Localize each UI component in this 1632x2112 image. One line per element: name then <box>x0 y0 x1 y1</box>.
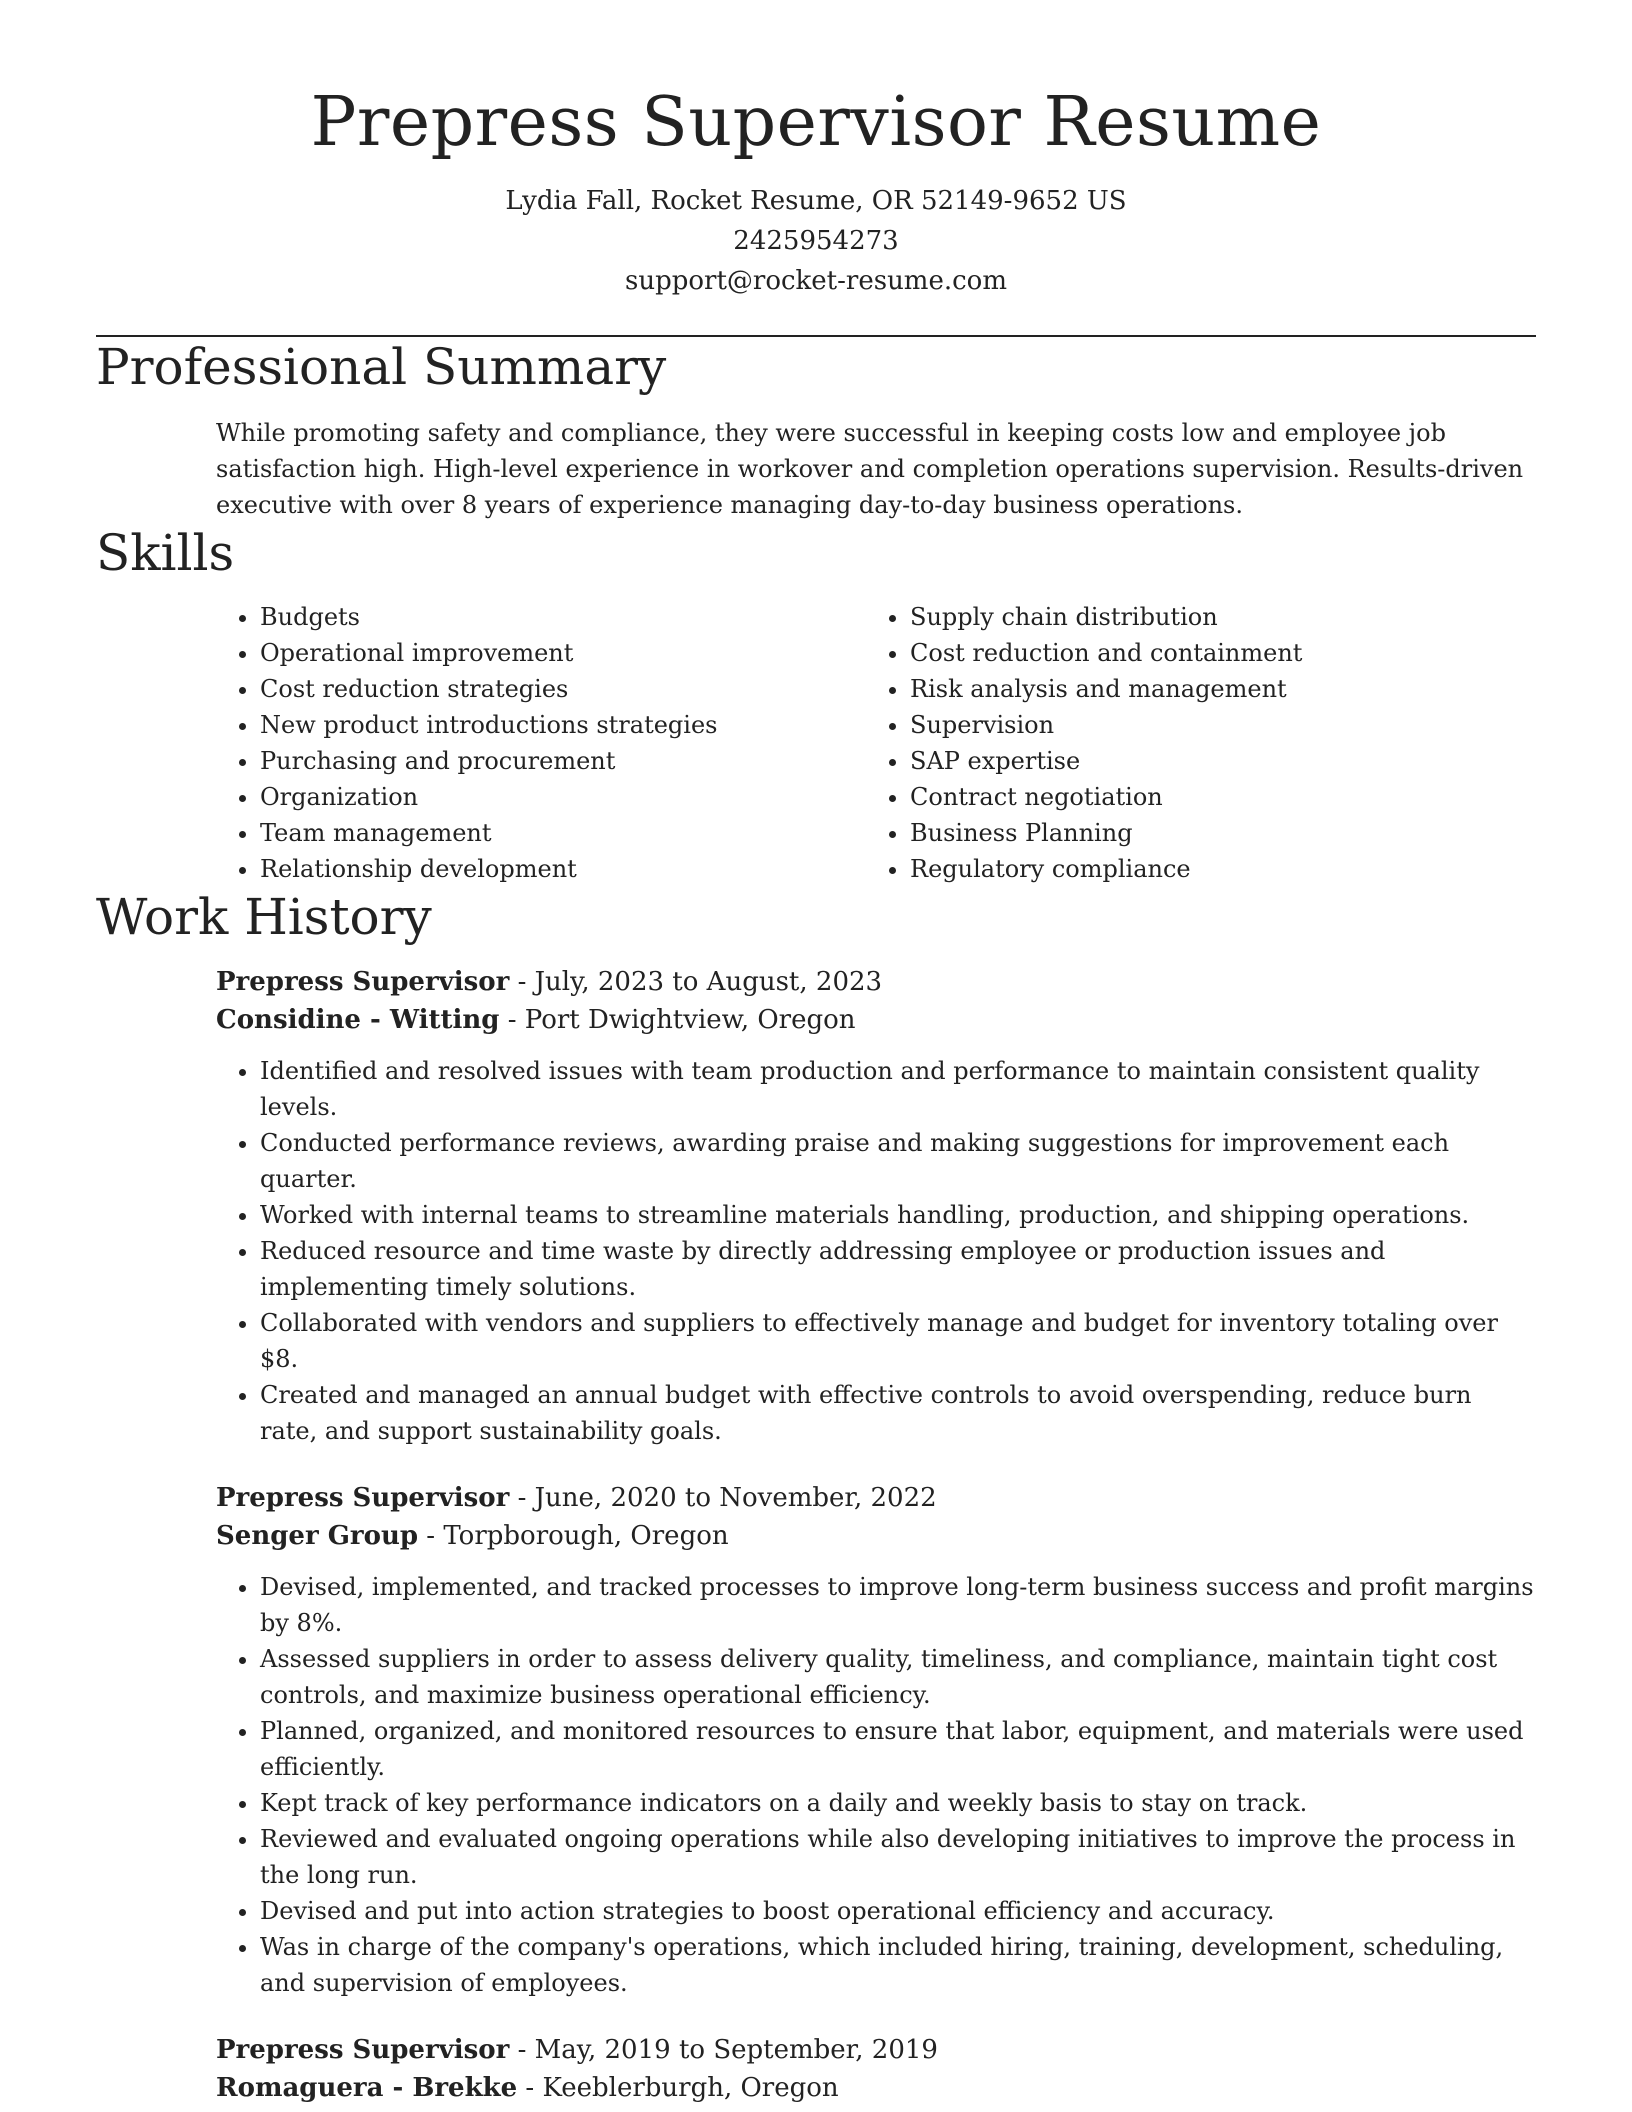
summary-text: While promoting safety and compliance, they were successful in keeping costs low and employee job satisfaction high. High-level experience in workover and completion operations supervision. Results-driven executive with over 8 years of experience managing day-to-day business operations. <box>216 418 1524 519</box>
contact-address: Lydia Fall, Rocket Resume, OR 52149-9652 US <box>505 185 1127 216</box>
job-location: - Keeblerburgh, Oregon <box>517 2072 839 2103</box>
job-title-line <box>216 2031 1536 2069</box>
skills-heading: Skills <box>96 523 235 582</box>
job-company-line <box>216 1517 1536 1555</box>
job-duty: • Created and managed an annual budget with effective controls to avoid overspending, reduce burn rate, and support sustainability goals. <box>260 1377 1536 1449</box>
job-title-line <box>216 1479 1536 1517</box>
summary-heading: Professional Summary <box>96 337 667 396</box>
resume-page <box>96 0 1536 2107</box>
contact-phone: 2425954273 <box>733 225 899 256</box>
job-duty: • Planned, organized, and monitored resources to ensure that labor, equipment, and materials were used efficiently. <box>260 1713 1536 1785</box>
skill-item: • Supervision <box>910 707 1510 743</box>
skill-item: • Contract negotiation <box>910 779 1510 815</box>
job-company: Considine - Witting <box>216 1004 500 1035</box>
resume-title: Prepress Supervisor Resume <box>310 83 1322 162</box>
job-duty: • Devised, implemented, and tracked processes to improve long-term business success and profit margins by 8%. <box>260 1569 1536 1641</box>
job-role: Prepress Supervisor <box>216 2034 510 2065</box>
job-duty: • Assessed suppliers in order to assess delivery quality, timeliness, and compliance, maintain tight cost controls, and maximize business operational efficiency. <box>260 1641 1536 1713</box>
skill-item: • Business Planning <box>910 815 1510 851</box>
skill-item: • Regulatory compliance <box>910 851 1510 887</box>
job-entry <box>216 963 1536 1449</box>
contact-email: support@rocket-resume.com <box>624 265 1007 296</box>
job-duty: • Identified and resolved issues with team production and performance to maintain consistent quality levels. <box>260 1053 1536 1125</box>
contact-block <box>96 181 1536 301</box>
job-duty: • Worked with internal teams to streamline materials handling, production, and shipping operations. <box>260 1197 1536 1233</box>
job-company-line <box>216 1001 1536 1039</box>
skill-item: • Purchasing and procurement <box>260 743 866 779</box>
skill-item: • Risk analysis and management <box>910 671 1510 707</box>
skill-item: • Cost reduction and containment <box>910 635 1510 671</box>
job-company-line <box>216 2069 1536 2107</box>
skill-item: • Operational improvement <box>260 635 866 671</box>
job-duty: • Collaborated with vendors and suppliers to effectively manage and budget for inventory totaling over $8. <box>260 1305 1536 1377</box>
skill-item: • Cost reduction strategies <box>260 671 866 707</box>
skills-list-left <box>216 599 866 887</box>
skill-item: • Relationship development <box>260 851 866 887</box>
skill-item: • New product introductions strategies <box>260 707 866 743</box>
job-duties-list <box>216 1053 1536 1449</box>
job-duty: • Was in charge of the company's operations, which included hiring, training, development, scheduling, and supervision of employees. <box>260 1929 1536 2001</box>
work-history-heading: Work History <box>96 887 432 946</box>
job-entry <box>216 2031 1536 2107</box>
job-duty: • Reduced resource and time waste by directly addressing employee or production issues and implementing timely solutions. <box>260 1233 1536 1305</box>
skill-item: • Supply chain distribution <box>910 599 1510 635</box>
job-duty: • Conducted performance reviews, awarding praise and making suggestions for improvement each quarter. <box>260 1125 1536 1197</box>
job-duty: • Devised and put into action strategies to boost operational efficiency and accuracy. <box>260 1893 1536 1929</box>
job-dates: - June, 2020 to November, 2022 <box>509 1482 937 1513</box>
job-location: - Torpborough, Oregon <box>418 1520 729 1551</box>
job-duty: • Reviewed and evaluated ongoing operations while also developing initiatives to improve the process in the long run. <box>260 1821 1536 1893</box>
job-role: Prepress Supervisor <box>216 966 510 997</box>
skill-item: • Team management <box>260 815 866 851</box>
skill-item: • Organization <box>260 779 866 815</box>
job-company: Senger Group <box>216 1520 419 1551</box>
skills-list-right <box>866 599 1510 887</box>
job-role: Prepress Supervisor <box>216 1482 510 1513</box>
job-duty: • Kept track of key performance indicators on a daily and weekly basis to stay on track. <box>260 1785 1536 1821</box>
skills-columns <box>216 599 1536 887</box>
job-duties-list <box>216 1569 1536 2001</box>
job-entry <box>216 1479 1536 2001</box>
job-dates: - July, 2023 to August, 2023 <box>509 966 883 997</box>
job-dates: - May, 2019 to September, 2019 <box>509 2034 938 2065</box>
job-company: Romaguera - Brekke <box>216 2072 518 2103</box>
job-location: - Port Dwightview, Oregon <box>499 1004 856 1035</box>
job-title-line <box>216 963 1536 1001</box>
skill-item: • Budgets <box>260 599 866 635</box>
skill-item: • SAP expertise <box>910 743 1510 779</box>
